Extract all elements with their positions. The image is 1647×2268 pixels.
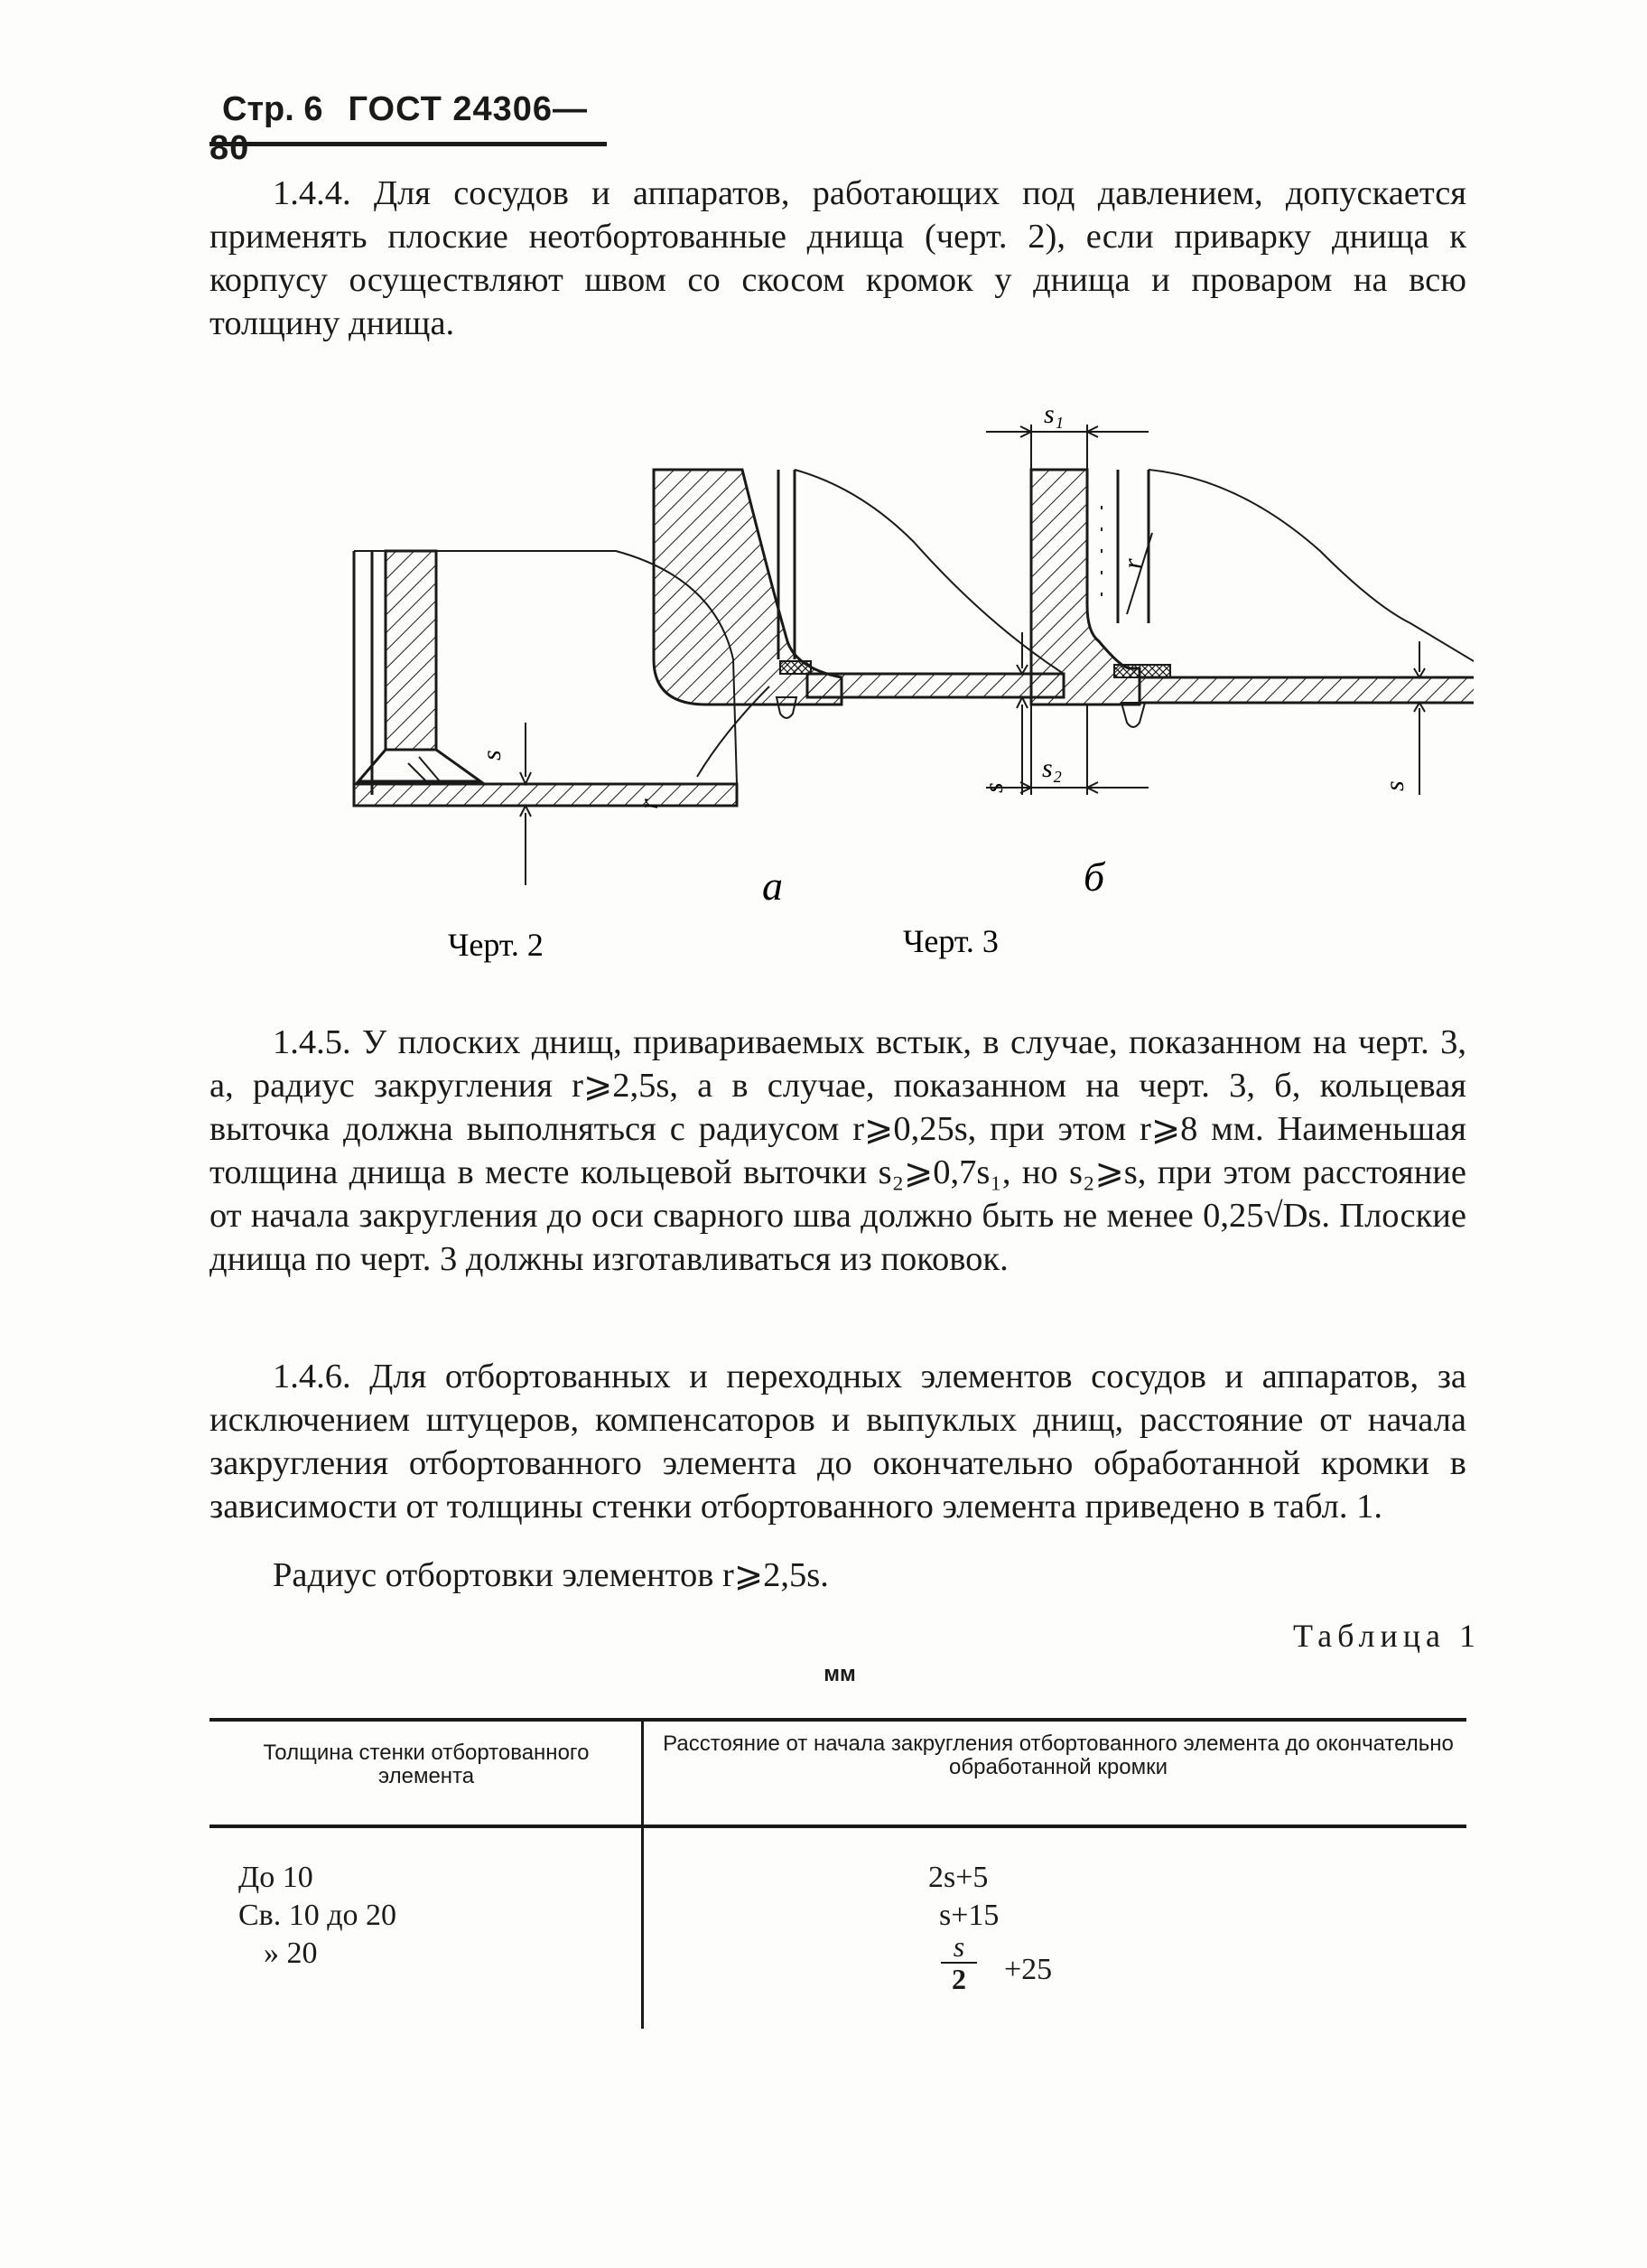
- dim-s2: s₂: [1042, 753, 1063, 783]
- page-label: Стр. 6: [222, 90, 323, 128]
- table-cell-thickness: До 10: [238, 1861, 313, 1894]
- table-cell-distance: s+15: [939, 1899, 1000, 1932]
- drawing-chert-3a: [634, 470, 1064, 909]
- table-top-rule: [209, 1718, 1466, 1722]
- fraction-numerator: s: [953, 1930, 965, 1963]
- caption-chert-2: Черт. 2: [448, 927, 544, 963]
- standard-number: ГОСТ 24306—80: [209, 90, 589, 167]
- paragraph-1-4-6: 1.4.6. Для отбортованных и переходных элементов сосудов и аппаратов, за исключением штуцеров, компенсаторов и выпуклых днищ, расстояние от начала закругления отбортованного элемента до окончательно обработанной кромки в зависимости от толщины стенки отбортованного элемента приведено в табл. 1.: [209, 1358, 1466, 1526]
- table-header-thickness: Толщина стенки отбортованного элемента: [263, 1741, 590, 1788]
- drawing-chert-3b: [986, 399, 1474, 900]
- sub-label-b: б: [1084, 854, 1105, 900]
- table-cell-thickness: » 20: [264, 1937, 318, 1970]
- dim-r-3a: r: [634, 798, 664, 809]
- caption-chert-3: Черт. 3: [903, 923, 999, 959]
- table-header-distance: Расстояние от начала закругления отбортованного элемента до окончательно обработанной кромки: [663, 1731, 1454, 1779]
- table-cell-thickness: Св. 10 до 20: [238, 1899, 397, 1932]
- table-caption: Таблица 1: [1293, 1618, 1481, 1654]
- dim-s-3a: s: [979, 782, 1009, 793]
- paragraph-1-4-4: 1.4.4. Для сосудов и аппаратов, работающих под давлением, допускается применять плоские неотбортованные днища (черт. 2), если приварку днища к корпусу осуществляют швом со скосом кромок у днища и проваром на всю толщину днища.: [209, 174, 1466, 342]
- paragraph-radius: Радиус отбортовки элементов r⩾2,5s.: [273, 1556, 829, 1594]
- header-rule: [209, 142, 607, 146]
- paragraph-1-4-5: 1.4.5. У плоских днищ, привариваемых встык, в случае, показанном на черт. 3, а, радиус закругления r⩾2,5s, а в случае, показанном на черт. 3, б, кольцевая выточка должна выполняться с радиусом r⩾0,25s, при этом r⩾8 мм. Наименьшая толщина днища в месте кольцевой выточки s₂⩾0,7s₁, но s₂⩾s, при этом расстояние от начала закругления до оси сварного шва должно быть не менее 0,25√Ds. Плоские днища по черт. 3 должны изготавливаться из поковок.: [209, 1023, 1466, 1278]
- fraction-denominator: 2: [952, 1963, 966, 1995]
- table-cell-distance: 2s+5: [928, 1861, 989, 1894]
- table-column-divider: [641, 1722, 644, 2029]
- table-1: [209, 1698, 1466, 2032]
- running-header: [209, 90, 607, 167]
- table-cell-addend: +25: [1004, 1953, 1053, 1986]
- table-unit: мм: [824, 1662, 856, 1686]
- sub-label-a: а: [762, 863, 783, 909]
- dim-s1: s₁: [1044, 399, 1065, 429]
- dim-s-3b: s: [1380, 780, 1410, 791]
- table-header-rule: [209, 1825, 1466, 1828]
- dim-s-left: s: [477, 750, 507, 761]
- dim-r-3b: r: [1118, 558, 1148, 569]
- figure-drawings: [209, 397, 1474, 994]
- table-cell-fraction: [937, 1931, 981, 1994]
